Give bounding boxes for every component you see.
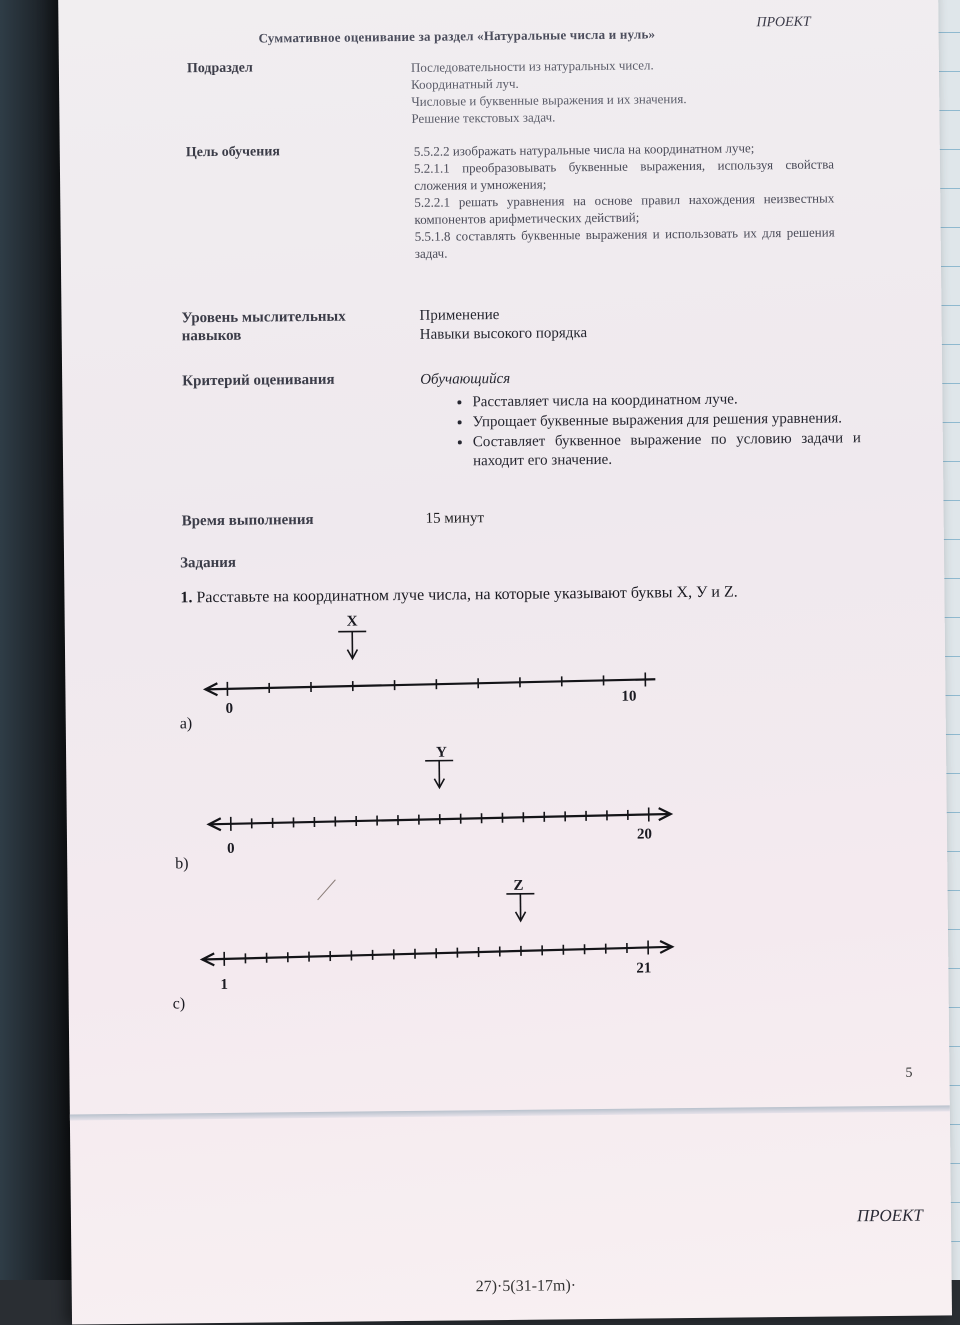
line-a-start-label: 0 — [226, 701, 234, 718]
number-line-a-axis — [205, 679, 655, 689]
proekt-stamp: ПРОЕКТ — [756, 15, 810, 32]
line-c-end-label: 21 — [636, 960, 651, 977]
time-value: 15 минут — [426, 510, 485, 528]
choice-a-label: a) — [180, 715, 193, 733]
line-b-end-label: 20 — [637, 826, 652, 843]
task-1-number: 1. — [180, 589, 192, 606]
proekt-stamp-bottom: ПРОЕКТ — [857, 1206, 923, 1227]
level-line: Применение — [419, 305, 587, 326]
subsection-line: Решение текстовых задач. — [411, 106, 791, 127]
goal-line: 5.2.1.1 преобразовывать буквенные выражения, используя свойства сложения и умножения; — [414, 155, 834, 193]
goal-line: 5.2.2.1 решать уравнения на основе правил нахождения неизвестных компонентов арифметических действий; — [414, 189, 834, 227]
subsection-line: Числовые и буквенные выражения и их значения. — [411, 89, 791, 110]
document-title: Суммативное оценивание за раздел «Натуральные числа и нуль» — [259, 26, 656, 46]
page-number: 5 — [905, 1066, 912, 1082]
criteria-item: • Составляет буквенное выражение по условию задачи и находит его значение. — [473, 429, 861, 471]
criteria-learner: Обучающийся — [420, 366, 860, 390]
level-label: Уровень мыслительных навыков — [181, 307, 391, 345]
choice-b-label: b) — [175, 855, 189, 873]
line-c-start-label: 1 — [220, 977, 228, 994]
number-lines-drawing — [58, 0, 952, 1325]
line-b-start-label: 0 — [227, 841, 235, 858]
criteria-item: • Упрощает буквенные выражения для решения уравнения. — [473, 409, 861, 432]
criteria-label: Критерий оценивания — [182, 372, 335, 391]
goal-line: 5.5.1.8 составлять буквенные выражения и использовать их для решения задач. — [415, 223, 835, 261]
time-label: Время выполнения — [182, 512, 314, 530]
document-page — [58, 0, 952, 1325]
number-line-c-axis — [202, 947, 672, 960]
criteria-item: • Расставляет числа на координатном луче. — [472, 389, 860, 412]
subsection-label: Подраздел — [187, 61, 253, 78]
next-page-text: 27)·5(31-17m)· — [476, 1277, 577, 1296]
choice-c-label: c) — [173, 995, 186, 1013]
line-a-end-label: 10 — [621, 689, 636, 706]
goal-line: 5.5.2.2 изображать натуральные числа на координатном луче; — [414, 138, 834, 159]
task-1-text: Расставьте на координатном луче числа, на которые указывают буквы X, У и Z. — [196, 584, 737, 607]
marker-y-letter: Y — [436, 745, 447, 762]
tasks-heading: Задания — [180, 555, 236, 573]
marker-x-letter: X — [347, 614, 358, 631]
level-line: Навыки высокого порядка — [420, 324, 588, 345]
subsection-line: Последовательности из натуральных чисел. — [411, 55, 791, 76]
goal-label: Цель обучения — [186, 144, 280, 161]
pencil-mark — [317, 880, 335, 900]
marker-z-letter: Z — [513, 878, 523, 895]
subsection-line: Координатный луч. — [411, 72, 791, 93]
